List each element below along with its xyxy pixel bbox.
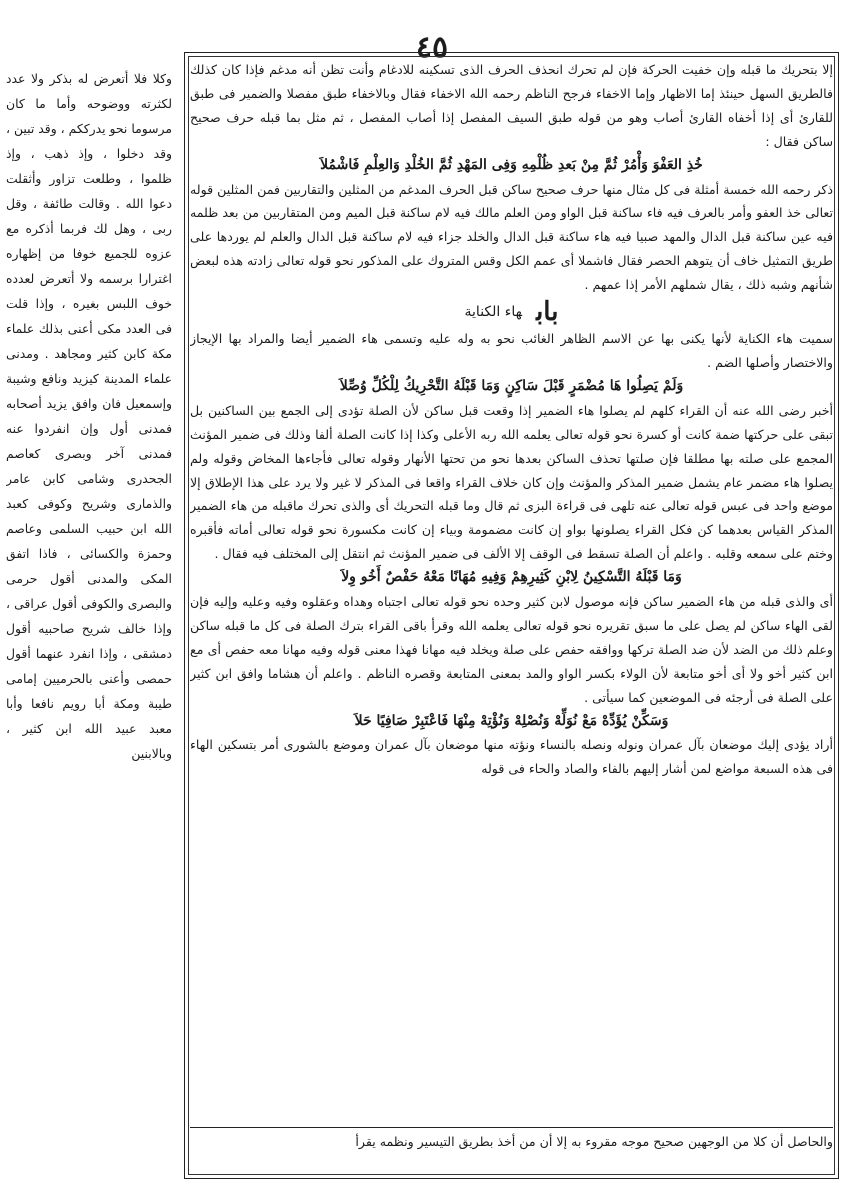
- verse-line: خُذِ العَفْوَ وَأْمُرْ ثُمَّ مِنْ بَعدِ ظُلْمِهِ وَفِى المَهْدِ ثُمَّ الخُلْدِ وَالعِلْمِ فَاشْمُلاَ: [320, 156, 703, 173]
- chapter-heading-title: هاء الكناية: [464, 304, 523, 321]
- prose-paragraph: ذكر رحمه الله خمسة أمثلة فى كل مثال منها حرف صحيح ساكن قبل الحرف المدغم من المثلين والتقاربين فمن المثلين قوله تعالى خذ العفو وأمر بالعرف فيه فاء ساكنة قبل الواو ومن العلم مالك فيه لام ساكنة قبل الميم ومن المتقاربين من بعد ظلمه فيه عين ساكنة قبل الدال والمهد صبيا فيه هاء ساكنة قبل الدال والخلد جزاء فيه لام ساكنة قبل الدال والعلم لم يوردها على طريق التمثيل خاف أن يتوهم الحصر فقال فاشملا أى عمم الكل وقس المتروك على المذكور نحو قوله تعالى زادته هذه لبعض شأنهم وشبه ذلك ، يقال شملهم الأمر إذا عمهم .: [190, 181, 833, 293]
- margin-commentary: [6, 66, 172, 1186]
- footer-note-text: والحاصل أن كلا من الوجهين صحيح موجه مقروء به إلا أن من أخذ بطريق التيسير ونظمه يقرأ: [355, 1134, 833, 1149]
- chapter-heading: [190, 297, 833, 327]
- verse-line: وَمَا قَبْلَهُ التَّسْكِينُ لِابْنِ كَثِيرِهِمْ وَفِيهِ مُهَانًا مَعْهُ حَفْصٌ أَخُو وِلاَ: [341, 569, 682, 586]
- page-number: ٤٥: [415, 30, 449, 65]
- prose-paragraph: سميت هاء الكناية لأنها يكنى بها عن الاسم الظاهر الغائب نحو به وله عليه وتسمى هاء الضمير أيضا والمراد بها الإيجاز والاختصار وأصلها الضم .: [190, 331, 833, 370]
- chapter-heading-bab: باب: [536, 297, 559, 328]
- prose-paragraph: أخبر رضى الله عنه أن القراء كلهم لم يصلوا هاء الضمير إذا وقعت قبل ساكن لأن الصلة تؤدى إلى الجمع بين الساكنين بل تبقى على حركتها ضمة كانت أو كسرة نحو قوله تعالى يعلمه الله ربه الأعلى وكذا إذا كانت الصلة ألفا وذلك فى ضمير المؤنث المجمع على صلته بها مطلقا فإن صلتها تحذف الساكن بعدها نحو من تحتها الأنهار وقوله تعالى فأجاءها المخاض وقوله ولم يصلوا هاء مضمر عام يشمل ضمير المذكر والمؤنث وإن كان خلاف القراء واقعا فى المذكر لا غير ولا يرد على هذا الإطلاق إلا موضع واحد فى عبس قوله تعالى عنه تلهى فى قراءة البزى ثم قال وما قبله التحريك أى والذى تحرك ماقبله من هاء الضمير المذكر القياس بعدهما كن فكل القراء يصلونها بواو إن كانت مضمومة وبياء إن كانت مكسورة نحو قوله تعالى أماته فأقبره وختم على سمعه وقلبه . واعلم أن الصلة تسقط فى الوقف إلا الألف فى ضمير المؤنث ثم انتقل إلى المختلف فيه فقال .: [190, 402, 833, 562]
- verse-line: وَسَكِّنْ يُؤَدِّهْ مَعْ نُوَلِّهْ وَنُصْلِهْ وَنُؤْتِهْ مِنْهَا فَاعْتَبِرْ صَافِيًا حَلاَ: [354, 712, 669, 729]
- prose-paragraph: إلا بتحريك ما قبله وإن خفيت الحركة فإن لم تحرك انحذف الحرف الذى تسكينه للادغام وأنت تظن أنه مدغم فإذا كان كذلك فالطريق السهل حينئذ إما الاظهار وإما الاخفاء فرجح الناظم رحمه الله الاخفاء فقال وبالاخفاء طبق مفصلا والضمير فى طبق للقارئ أى إذا أخفاه القارئ أصاب وهو من قوله طبق السيف المفصل إذا أصاب المفصل ، ثم مثل بما قبله حرف صحيح ساكن فقال :: [190, 62, 833, 149]
- footer-divider: [190, 1127, 833, 1128]
- prose-paragraph: أراد يؤدى إليك موضعان بآل عمران ونوله ونصله بالنساء ونؤته منها موضعان بآل عمران وموضع بالشورى أمر بتسكين الهاء فى هذه السبعة مواضع لمن أشار إليهم بالفاء والصاد والحاء فى قوله: [190, 737, 833, 777]
- verse-line: وَلَمْ يَصِلُوا هَا مُضْمَرٍ قَبْلَ سَاكِنٍ وَمَا قَبْلَهُ التَّحْرِيكُ لِلْكُلِّ وُصِّلاَ: [339, 377, 684, 394]
- footer-note: [190, 1131, 833, 1171]
- margin-commentary-text: وكلا فلا أتعرض له بذكر ولا عدد لكثرته ووضوحه وأما ما كان مرسوما نحو يدرككم ، وقد تبين ، وقد دخلوا ، وإذ ذهب ، وإذ ظلموا ، وطلعت تزاور وأثقلت دعوا الله . وقالت طائفة ، وقل ربى ، وهل لك فربما أذكره مع عزوه للجميع خوفا من إظهاره اغترارا برسمه ولا أتعرض لعدده خوف اللبس بغيره ، وإذا قلت فى العدد مكى أعنى بذلك علماء مكة كابن كثير ومجاهد . ومدنى علماء المدينة كيزيد ونافع وشيبة وإسمعيل فان وافق يزيد أصحابه فمدنى أول وإن انفردوا عنه فمدنى آخر وبصرى كعاصم الجحدرى وشامى كابن عامر والذمارى وشريح وكوفى كعبد الله ابن حبيب السلمى وعاصم وحمزة والكسائى ، فاذا اتفق المكى والمدنى أقول حرمى والبصرى والكوفى أقول عراقى ، وإذا خالف شريح صاحبيه أقول دمشقى ، وإذا انفرد عنهما أقول حمصى وأعنى بالحرميين إمامى طيبة ومكة أبا رويم نافعا وأبا معبد عبيد الله ابن كثير ، وبالابنين: [6, 71, 172, 761]
- main-text-column: [190, 58, 833, 1124]
- prose-paragraph: أى والذى قبله من هاء الضمير ساكن فإنه موصول لابن كثير وحده نحو قوله تعالى اجتباه وهداه وعقلوه وفيه وعليه وإليه فإن لقى الهاء ساكن لم يصل على ما سبق تقريره نحو قوله تعالى يعلمه الله وقرأ باقى القراء بترك الصلة فى كل ما قبله ساكن وعلم ذلك من الضد لأن ضد الصلة تركها ووافقه حفص على صلة ويخلد فيه مهانا فهذا معنى قوله وفيه مهانا معه حفص أى مع ابن كثير أخو ولا أى أخو متابعة لأن الولاء بكسر الواو والمد بمعنى المتابعة وقصره الناظم . واعلم أن هشاما وافق ابن كثير على الصلة فى أرجئه فى الموضعين كما سيأتى .: [190, 594, 833, 705]
